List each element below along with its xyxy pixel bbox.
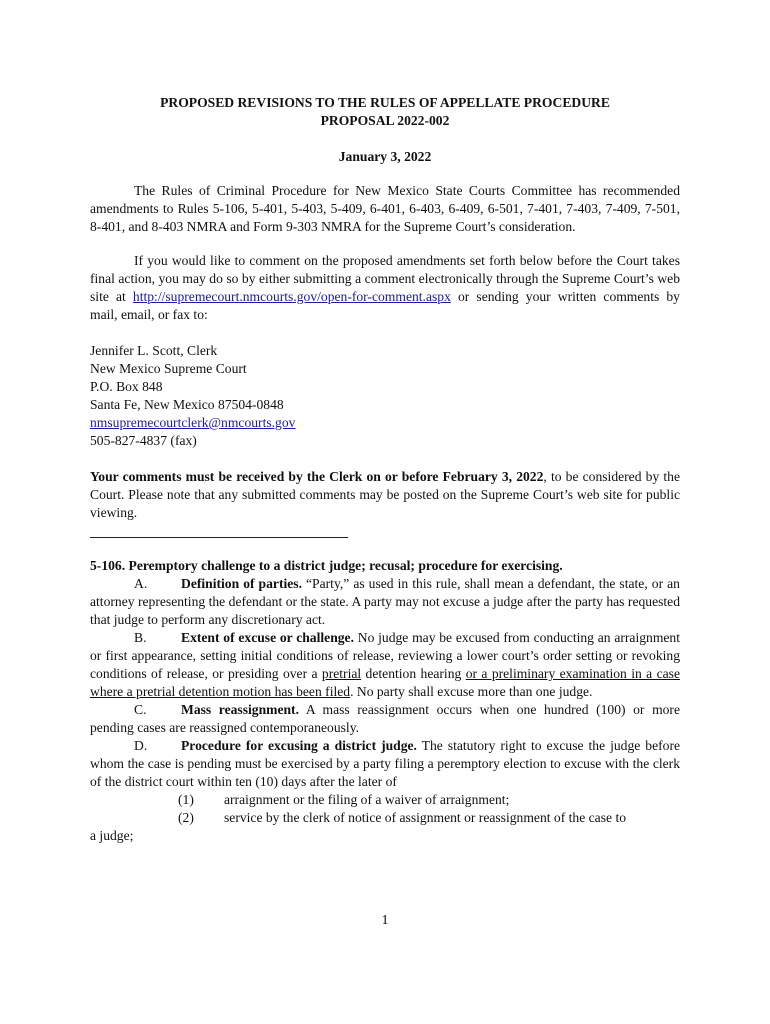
list-item-text: service by the clerk of notice of assignment or reassignment of the case to <box>224 810 627 825</box>
list-item <box>90 791 680 809</box>
fax-number: 505-827-4837 (fax) <box>90 433 197 448</box>
clerk-address <box>90 342 680 450</box>
deadline-bold: Your comments must be received by the Clerk on or before February 3, 2022 <box>90 469 544 484</box>
section-c-heading: Mass reassignment. <box>181 702 299 717</box>
section-b-heading: Extent of excuse or challenge. <box>181 630 354 645</box>
section-a-text: “Party,” as used in this rule, shall mean a defendant, the state, or an attorney representing the defendant or the state. A party may not excuse a judge after the party has requested that judge to perform any discretionary act. <box>90 576 680 627</box>
court-name: New Mexico Supreme Court <box>90 361 247 376</box>
list-item-number: (1) <box>178 792 194 807</box>
document-page <box>90 94 680 845</box>
deadline-paragraph <box>90 468 680 522</box>
section-b-letter: B. <box>134 630 147 645</box>
document-title: PROPOSED REVISIONS TO THE RULES OF APPELLATE PROCEDURE <box>160 95 610 110</box>
section-b-text-1: No judge may be excused from conducting an arraignment or first appearance, setting initial conditions of release, reviewing a lower court’s order setting or revoking conditions of release, or presiding over a <box>90 630 680 681</box>
section-b-text-2: detention hearing <box>361 666 466 681</box>
section-d-heading: Procedure for excusing a district judge. <box>181 738 417 753</box>
rule-title: 5-106. Peremptory challenge to a district judge; recusal; procedure for exercising. <box>90 558 563 573</box>
page-number: 1 <box>381 912 389 927</box>
deadline-text: , to be considered by the Court. Please note that any submitted comments may be posted on the Supreme Court’s web site for public viewing. <box>90 469 680 520</box>
comment-link[interactable]: http://supremecourt.nmcourts.gov/open-for-comment.aspx <box>132 289 451 304</box>
list-item <box>90 809 680 827</box>
section-b-underlined-1: pretrial <box>321 666 362 681</box>
section-a-heading: Definition of parties. <box>181 576 302 591</box>
clerk-name: Jennifer L. Scott, Clerk <box>90 343 218 358</box>
intro-paragraph: The Rules of Criminal Procedure for New Mexico State Courts Committee has recommended amendments to Rules 5-106, 5-401, 5-403, 5-409, 6-401, 6-403, 6-409, 6-501, 7-401, 7-403, 7-409, 7-501, 8-401, and 8-403 NMRA and Form 9-303 NMRA for the Supreme Court’s consideration. <box>90 183 680 234</box>
divider-line <box>90 537 348 538</box>
po-box: P.O. Box 848 <box>90 379 163 394</box>
list-item-text: arraignment or the filing of a waiver of arraignment; <box>224 792 510 807</box>
section-a <box>90 575 680 629</box>
section-d-text: The statutory right to excuse the judge before whom the case is pending must be exercised by a party filing a peremptory election to excuse with the clerk of the district court within ten (10) days after the later of <box>90 738 680 789</box>
section-c-letter: C. <box>134 702 147 717</box>
comment-text-after: or sending your written comments by mail, email, or fax to: <box>90 289 680 322</box>
section-d <box>90 737 680 791</box>
list-item-number: (2) <box>178 810 194 825</box>
city-line: Santa Fe, New Mexico 87504-0848 <box>90 397 284 412</box>
list-continuation: a judge; <box>90 828 134 843</box>
section-a-letter: A. <box>134 576 148 591</box>
section-b <box>90 629 680 701</box>
comment-text-before: If you would like to comment on the proposed amendments set forth below before the Court takes final action, you may do so by either submitting a comment electronically through the Supreme Court’s web site at <box>90 253 680 304</box>
section-c-text: A mass reassignment occurs when one hundred (100) or more pending cases are reassigned contemporaneously. <box>90 702 680 735</box>
section-c <box>90 701 680 737</box>
section-b-underlined-2: or a preliminary examination in a case where a pretrial detention motion has been filed <box>90 666 680 699</box>
document-date: January 3, 2022 <box>338 149 432 164</box>
clerk-email-link[interactable]: nmsupremecourtclerk@nmcourts.gov <box>90 415 296 430</box>
section-d-letter: D. <box>134 738 148 753</box>
proposal-number: PROPOSAL 2022-002 <box>320 113 450 128</box>
comment-paragraph <box>90 252 680 324</box>
section-b-text-3: . No party shall excuse more than one judge. <box>350 684 593 699</box>
